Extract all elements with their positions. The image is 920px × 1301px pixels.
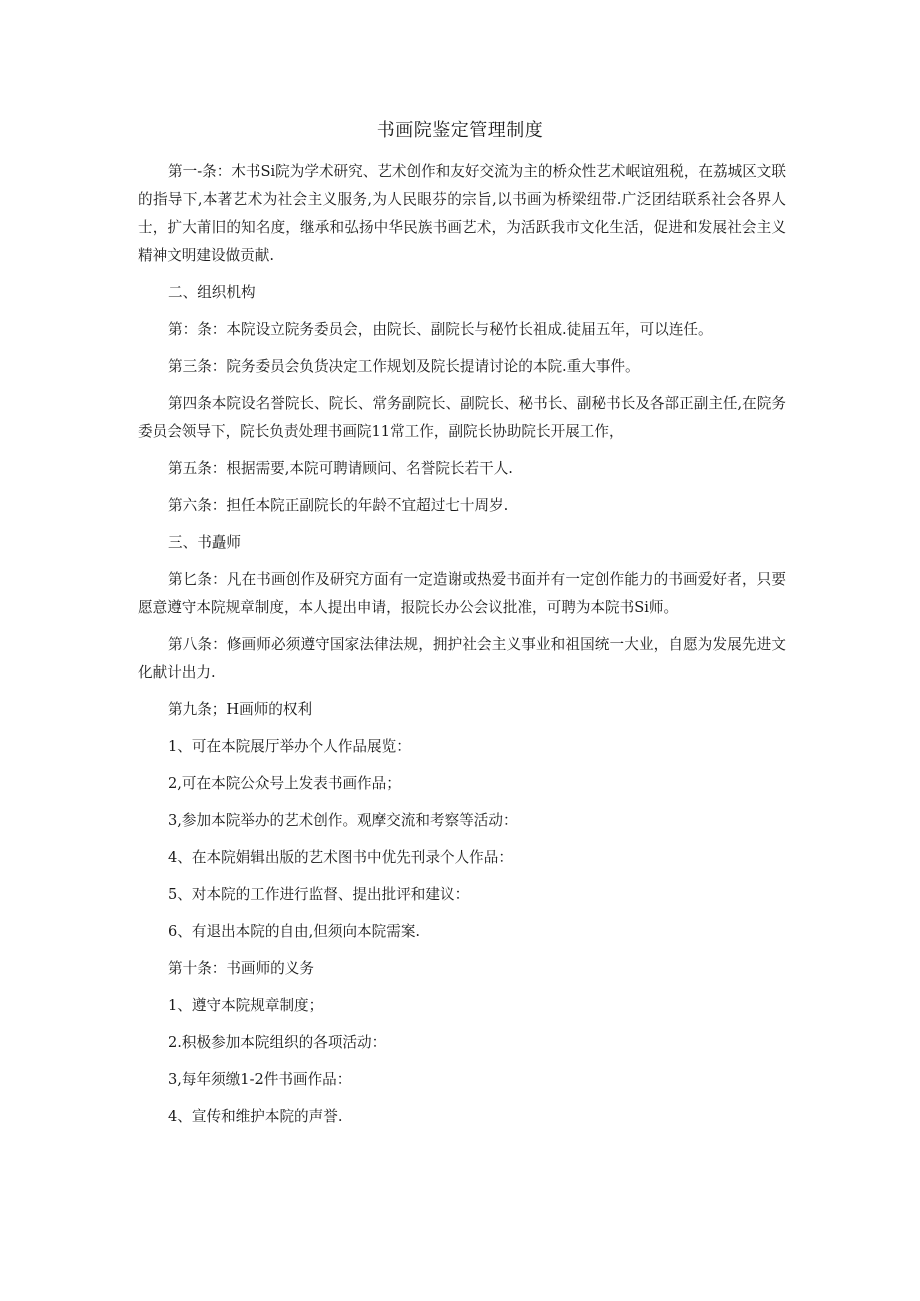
paragraph-article-8: 第八条：修画师必须遵守国家法律法规，拥护社会主义事业和祖国统一大业，自愿为发展先进文化献计出力. [138,636,786,681]
list-item-right-2: 2,可在本院公众号上发表书画作品； [168,775,401,792]
paragraph-article-9: 第九条；H画师的权利 [168,701,313,718]
section-heading-painters: 三、书矗师 [168,534,241,551]
paragraph-article-10: 第十条：书画师的义务 [168,960,314,977]
paragraph-article-1: 第一-条：木书Si院为学术研究、艺术创作和友好交流为主的桥众性艺术岷谊殂税，在荔城区文联的指导下,本著艺术为社会主义服务,为人民眼芬的宗旨,以书画为桥梁纽带.广泛团结联系社会各界人士，扩大莆旧的知名度，继承和弘扬中华民族书画艺术，为活跃我市文化生活，促进和发展社会主义精神文明建设做贡献. [138,163,786,264]
paragraph-article-3: 第三条：院务委员会负货决定工作规划及院长提请讨论的本院.重大事件。 [168,358,640,375]
list-item-right-6: 6、有退出本院的自由,但须向本院需案. [168,923,421,940]
section-heading-organization: 二、组织机构 [168,284,256,301]
list-item-duty-1: 1、遵守本院规章制度； [168,997,324,1014]
list-item-right-1: 1、可在本院展厅举办个人作品展览： [168,738,411,755]
paragraph-article-2: 第：条：本院设立院务委员会，由院长、副院长与秘竹长祖成.徒届五年，可以连任。 [168,321,713,338]
list-item-right-3: 3,参加本院举办的艺术创作。观摩交流和考察等活动： [168,812,518,829]
document-body [138,158,786,1140]
paragraph-article-6: 第六条：担任本院正副院长的年龄不宜超过七十周岁. [168,497,509,514]
list-item-duty-4: 4、宣传和维护本院的声誉. [168,1108,343,1125]
paragraph-article-5: 第五条：根据需要,本院可聘请顾问、名誉院长若干人. [168,460,513,477]
list-item-right-4: 4、在本院娟辑出版的艺术图书中优先刊录个人作品： [168,849,513,866]
list-item-right-5: 5、对本院的工作进行监督、提出批评和建议： [168,886,470,903]
list-item-duty-2: 2.积极参加本院组织的各项活动： [168,1034,387,1051]
paragraph-article-7: 第匕条：凡在书画创作及研究方面有一定造谢或热爱书面并有一定创作能力的书画爱好者，只要愿意遵守本院规章制度，本人提出申请，报院长办公会议批准，可聘为本院书Si师。 [138,571,786,616]
paragraph-article-4: 第四条本院设名誉院长、院长、常务副院长、副院长、秘书长、副秘书长及各部正副主任,在院务委员会领导下，院长负责处理书画院11常工作，副院长协助院长开展工作， [138,395,786,440]
list-item-duty-3: 3,每年须缴1-2件书画作品： [168,1071,352,1088]
document-title: 书画院鉴定管理制度 [376,120,544,141]
